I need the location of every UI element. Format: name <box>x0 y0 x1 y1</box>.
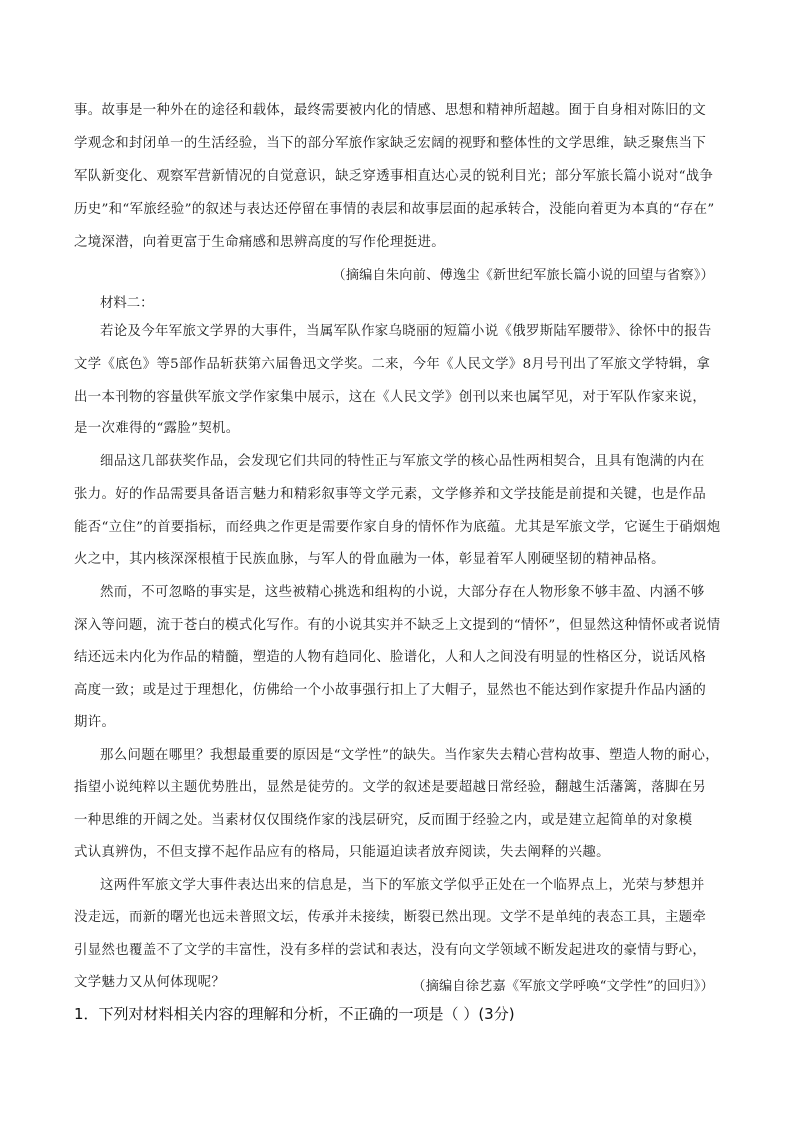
text-line: 那么问题在哪里？我想最重要的原因是“文学性”的缺失。当作家失去精心营构故事、塑造人物的耐心， <box>100 748 719 763</box>
text-line: 引显然也覆盖不了文学的丰富性，没有多样的尝试和表达，没有向文学领域不断发起进攻的豪情与野心， <box>74 943 707 958</box>
text-line: 是一次难得的“露脸”契机。 <box>74 421 240 436</box>
text-line: 文学《底色》等5部作品斩获第六届鲁迅文学奖。二来，今年《人民文学》8月号刊出了军旅文学特辑，拿 <box>74 357 711 372</box>
text-line: 文学魅力又从何体现呢？ <box>74 975 226 990</box>
question-1: 1．下列对材料相关内容的理解和分析，不正确的一项是（ ）(3分) <box>74 1005 515 1023</box>
text-line: 张力。好的作品需要具备语言魅力和精彩叙事等文学元素，文学修养和文学技能是前提和关键，也是作品 <box>74 487 707 502</box>
text-line: 高度一致；或是过于理想化，仿佛给一个小故事强行扣上了大帽子，显然也不能达到作家提升作品内涵的 <box>74 683 707 698</box>
text-line: 历史”和“军旅经验”的叙述与表达还停留在事情的表层和故事层面的起承转合，没能向着更为本真的“存在” <box>74 202 715 217</box>
text-line: 然而，不可忽略的事实是，这些被精心挑选和组构的小说，大部分存在人物形象不够丰盈、内涵不够 <box>100 585 705 600</box>
text-line: 出一本刊物的容量供军旅文学作家集中展示，这在《人民文学》创刊以来也属罕见，对于军队作家来说， <box>74 390 707 405</box>
text-line: 期许。 <box>74 715 116 730</box>
text-line: 结还远未内化为作品的精髓，塑造的人物有趋同化、脸谱化，人和人之间没有明显的性格区分，说话风格 <box>74 650 707 665</box>
text-line: 能否“立住”的首要指标，而经典之作更是需要作家自身的情怀作为底蕴。尤其是军旅文学，它诞生于硝烟炮 <box>74 520 721 535</box>
text-line: 一种思维的开阔之处。当素材仅仅围绕作家的浅层研究，反而囿于经验之内，或是建立起简单的对象模 <box>74 813 693 828</box>
source-citation-2: （摘编自徐艺嘉《军旅文学呼唤“文学性”的回归》） <box>412 979 714 994</box>
text-line: 学观念和封闭单一的生活经验，当下的部分军旅作家缺乏宏阔的视野和整体性的文学思维，缺乏聚焦当下 <box>74 136 707 151</box>
text-line: 没走远，而新的曙光也远未普照文坛，传承并未接续，断裂已然出现。文学不是单纯的表态工具，主题牵 <box>74 910 707 925</box>
text-line: 这两件军旅文学大事件表达出来的信息是，当下的军旅文学似乎正处在一个临界点上，光荣与梦想并 <box>100 878 705 893</box>
text-line: 火之中，其内核深深根植于民族血脉，与军人的骨血融为一体，彰显着军人刚硬坚韧的精神品格。 <box>74 552 665 567</box>
text-line: 之境深潜，向着更富于生命痛感和思辨高度的写作伦理挺进。 <box>74 235 445 250</box>
text-line: 若论及今年军旅文学界的大事件，当属军队作家乌晓丽的短篇小说《俄罗斯陆军腰带》、徐怀中的报告 <box>100 324 712 339</box>
material-2-label: 材料二： <box>100 296 154 311</box>
text-line: 军队新变化、观察军营新情况的自觉意识，缺乏穿透事相直达心灵的锐利目光；部分军旅长篇小说对“战争 <box>74 169 714 184</box>
text-line: 式认真辨伪，不但支撑不起作品应有的格局，只能逼迫读者放弃阅读，失去阐释的兴趣。 <box>74 845 610 860</box>
text-line: 细品这几部获奖作品，会发现它们共同的特性正与军旅文学的核心品性两相契合，且具有饱满的内在 <box>100 454 705 469</box>
text-line: 深入等问题，流于苍白的模式化写作。有的小说其实并不缺乏上文提到的“情怀”，但显然这种情怀或者说情 <box>74 618 721 633</box>
text-line: 指望小说纯粹以主题优势胜出，显然是徒劳的。文学的叙述是要超越日常经验，翻越生活藩篱，落脚在另 <box>74 780 707 795</box>
text-line: 事。故事是一种外在的途径和载体，最终需要被内化的情感、思想和精神所超越。囿于自身相对陈旧的文 <box>74 103 707 118</box>
source-citation-1: （摘编自朱向前、傅逸尘《新世纪军旅长篇小说的回望与省察》） <box>332 268 714 283</box>
